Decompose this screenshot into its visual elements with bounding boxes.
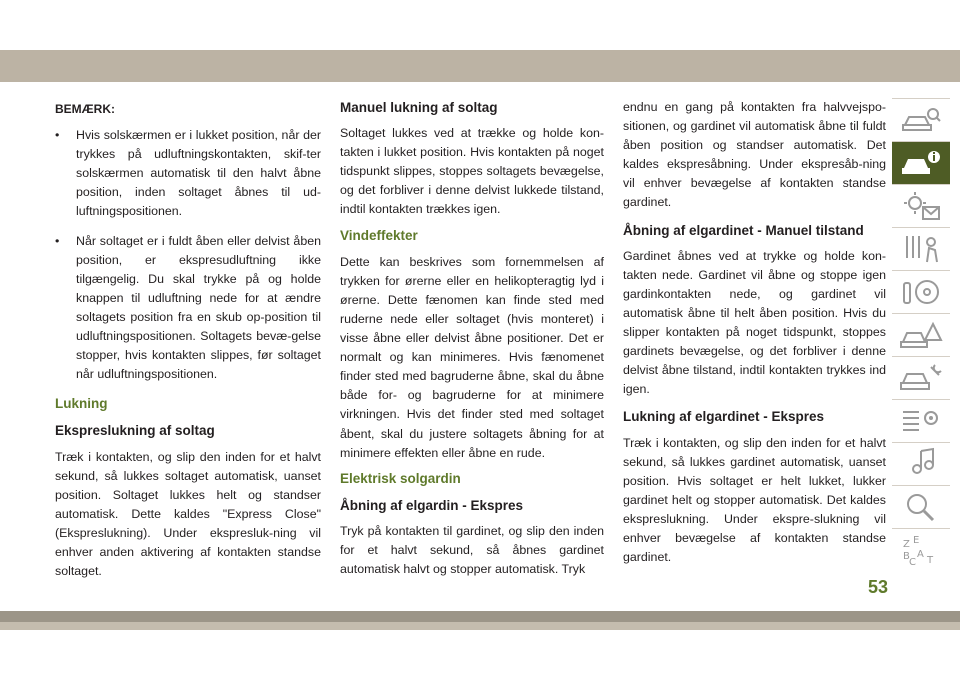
tab-multimedia[interactable]	[892, 442, 950, 485]
svg-text:A: A	[917, 549, 924, 560]
subheading-lukning-ekspres: Lukning af elgardinet - Ekspres	[623, 409, 825, 425]
bullet-text: Hvis solskærmen er i lukket position, når der trykkes på udluftningskontakten, skif-ter solskærmen automatisk til den halvt åbne position, inden soltaget åbnes til ud-luftningspositionen.	[76, 128, 321, 219]
paragraph-manuel-start: Gardinet åbnes ved at trykke og holde kon-takten nede. Gardinet vil åbne og stoppe	[623, 248, 886, 282]
paragraph-manuel-lukning: Soltaget lukkes ved at trække og holde kon-takten i lukket position. Hvis kontakten på noget tidspunkt slippes, stoppes soltagets bevægelse, og det forbliver i denne delvist lukkede tilstand, indtil kontakten trækkes igen.	[340, 126, 604, 217]
tab-car-service[interactable]	[892, 356, 950, 399]
multimedia-music-icon	[899, 447, 943, 481]
top-margin	[0, 0, 960, 50]
tab-airbag-seat[interactable]	[892, 227, 950, 270]
tab-car-info[interactable]	[892, 141, 950, 184]
svg-text:B: B	[903, 551, 910, 562]
paragraph-continued: endnu en gang på kontakten fra halvvejspo-sitionen, og gardinet vil automatisk åbne til fuldt åben position og standser automatisk. Det kaldes ekspresåbning. Under ekspresåb-ning vil enhver bevægelse af kontakten standse gardinet.	[623, 100, 886, 210]
bullet-item	[55, 126, 321, 221]
car-wrench-icon	[899, 361, 943, 395]
tab-warning-lights[interactable]	[892, 184, 950, 227]
svg-text:Z: Z	[903, 539, 910, 550]
column-3	[623, 98, 886, 571]
paragraph-ekspreslukning: Træk i kontakten, og slip den inden for et halvt sekund, så lukkes soltaget automatisk, uanset position. Soltaget lukkes helt og standser automatisk. Dette kaldes "Express Close" (Ekspreslukning). Under ekspresluk-ning vil enhver anden aktivering af kontakten standse soltaget.	[55, 449, 321, 579]
subheading-manuel-lukning: Manuel lukning af soltag	[340, 100, 498, 115]
note-label: BEMÆRK:	[55, 102, 115, 116]
paragraph-manuel-tilstand	[623, 247, 886, 400]
language-letters-icon	[899, 533, 943, 567]
section-heading-vindeffekter: Vindeffekter	[340, 227, 418, 243]
paragraph-vindeffekter: Dette kan beskrives som fornemmelsen af trykken for ørerne eller en helikopteragtig lyd i ørerne. Dette fænomen kan finde sted med ruderne nede eller soltaget (hvis monteret) i visse åbne eller delvist åbne positioner. Det er normalt og kan minimeres. Hvis fænomenet finder sted med bagruderne åbne, skal du åbne både for- og bagruderne for at minimere virkningen. Hvis det finder sted med soltaget åbent, skal du justere soltagets åbning for at minimere effekten eller åbne en rude.	[340, 254, 604, 460]
tab-car-warning[interactable]	[892, 313, 950, 356]
column-1	[55, 100, 321, 585]
page-number: 53	[868, 577, 889, 597]
tab-index-search[interactable]	[892, 485, 950, 528]
chapter-tab-sidebar	[892, 98, 952, 571]
airbag-seat-icon	[899, 232, 943, 266]
warning-light-message-icon	[899, 189, 943, 223]
subheading-aabning-ekspres: Åbning af elgardin - Ekspres	[340, 497, 524, 513]
bullet-item	[55, 232, 321, 385]
subheading-ekspreslukning: Ekspreslukning af soltag	[55, 423, 215, 439]
bullet-dot: •	[55, 128, 60, 143]
car-warning-triangle-icon	[899, 318, 943, 352]
bullet-text: Når soltaget er i fuldt åben eller delvist åben position, er ekspresudluftning ikke tilgængelig. Du skal trykke på og holde knappen til udluftning nede for at ændre soltagets position fra en skub op-position til udluftningspositionen. Soltagets bevæ-gelse stopper, hvis kontakten slippes, før soltaget når udluftningspositionen.	[76, 233, 321, 382]
footer-bar-light	[0, 622, 960, 630]
magnifier-index-icon	[899, 490, 943, 524]
specifications-gear-icon	[899, 404, 943, 438]
subheading-manuel-tilstand: Åbning af elgardinet - Manuel tilstand	[623, 222, 864, 238]
paragraph-aabning-ekspres: Tryk på kontakten til gardinet, og slip den inden for et halvt sekund, så åbnes gardinet automatisk halvt og stopper automatisk. Tryk	[340, 523, 604, 577]
svg-text:T: T	[927, 555, 934, 566]
column-2	[340, 98, 604, 583]
car-search-icon	[899, 103, 943, 137]
svg-text:E: E	[913, 535, 920, 546]
paragraph-manuel-rest: igen gardinkontakten nede, og gardinet vil automatisk åbne til helt åben position. Hvis du slipper kontakten på noget tidspunkt, stoppes gardinets bevægelse, og det forbliver i denne delvist åbne tilstand, indtil kontakten trykkes ind igen.	[623, 267, 886, 397]
tab-languages[interactable]	[892, 528, 950, 571]
bullet-dot: •	[55, 233, 60, 248]
tab-car-search[interactable]	[892, 98, 950, 141]
steering-wheel-icon	[899, 275, 943, 309]
tab-steering-wheel[interactable]	[892, 270, 950, 313]
section-heading-lukning: Lukning	[55, 396, 108, 412]
header-bar	[0, 50, 960, 82]
section-heading-elektrisk-solgardin: Elektrisk solgardin	[340, 470, 461, 486]
car-info-icon	[899, 146, 943, 180]
footer-bar	[0, 611, 960, 622]
svg-text:C: C	[909, 557, 916, 567]
paragraph-lukning-ekspres: Træk i kontakten, og slip den inden for et halvt sekund, så lukkes gardinet automatisk, uanset position. Hvis soltaget er helt lukket, lukker gardinet helt og stopper automatisk. Det kaldes ekspreslukning. Under ekspre-slukning vil enhver bevægelse af kontakten standse gardinet.	[623, 435, 886, 565]
tab-specifications[interactable]	[892, 399, 950, 442]
